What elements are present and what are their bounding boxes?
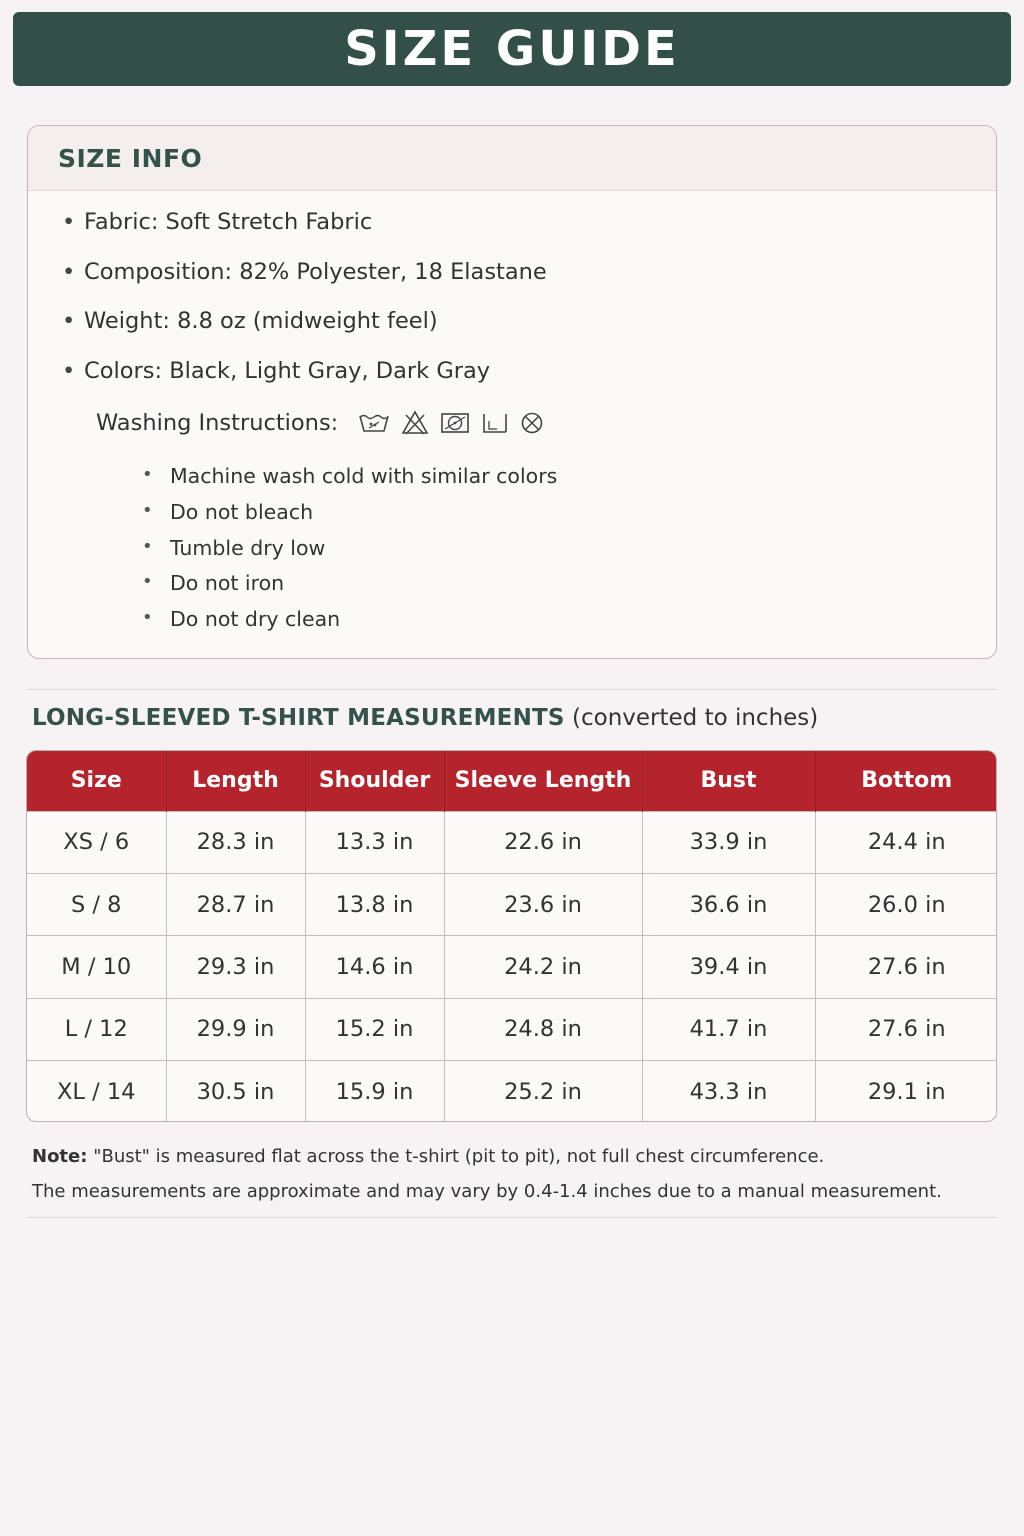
list-item: • Do not bleach (142, 500, 557, 536)
column-header-sleeve-length: Sleeve Length (444, 751, 642, 811)
list-item: • Do not iron (142, 571, 557, 607)
size-info-title: SIZE INFO (58, 143, 203, 173)
table-cell: 15.9 in (305, 1061, 444, 1122)
header-banner (13, 12, 1011, 86)
column-header-bottom: Bottom (815, 751, 997, 811)
note-text-1: "Bust" is measured flat across the t-shirt (pit to pit), not full chest circumference. (93, 1146, 825, 1167)
list-item: • Weight: 8.8 oz (midweight feel) (62, 308, 547, 358)
size-info-header (28, 126, 996, 191)
note-line-1 (32, 1139, 942, 1174)
table-cell: 15.2 in (305, 998, 444, 1060)
table-row (27, 936, 997, 998)
table-row (27, 811, 997, 873)
table-cell: 24.8 in (444, 998, 642, 1060)
measurements-heading (32, 705, 818, 731)
list-item: • Composition: 82% Polyester, 18 Elastane (62, 259, 547, 309)
table-cell: 13.8 in (305, 873, 444, 935)
table-cell: 27.6 in (815, 998, 997, 1060)
table-cell: 23.6 in (444, 873, 642, 935)
table-cell: 41.7 in (642, 998, 815, 1060)
page-title: SIZE GUIDE (344, 21, 680, 77)
note-line-2: The measurements are approximate and may vary by 0.4-1.4 inches due to a manual measurement. (32, 1181, 942, 1202)
table-cell: L / 12 (27, 998, 166, 1060)
table-cell: 24.2 in (444, 936, 642, 998)
table-cell: 13.3 in (305, 811, 444, 873)
bottom-divider (27, 1217, 997, 1218)
list-item: • Machine wash cold with similar colors (142, 464, 557, 500)
tumble-dry-low-icon (440, 412, 470, 434)
table-cell: 29.9 in (166, 998, 305, 1060)
column-header-shoulder: Shoulder (305, 751, 444, 811)
table-cell: 26.0 in (815, 873, 997, 935)
table-cell: 25.2 in (444, 1061, 642, 1122)
washing-label: Washing Instructions: (96, 410, 339, 436)
table-cell: 27.6 in (815, 936, 997, 998)
table-cell: 28.3 in (166, 811, 305, 873)
measurements-title: LONG-SLEEVED T-SHIRT MEASUREMENTS (32, 705, 565, 731)
column-header-bust: Bust (642, 751, 815, 811)
table-cell: 14.6 in (305, 936, 444, 998)
table-cell: S / 8 (27, 873, 166, 935)
column-header-size: Size (27, 751, 166, 811)
section-divider (27, 689, 997, 690)
table-cell: 29.3 in (166, 936, 305, 998)
measurements-subtitle: (converted to inches) (572, 705, 819, 731)
note-block (32, 1139, 942, 1209)
table-row (27, 998, 997, 1060)
table-cell: XS / 6 (27, 811, 166, 873)
size-info-card (27, 125, 997, 659)
table-cell: 24.4 in (815, 811, 997, 873)
note-label: Note: (32, 1146, 88, 1167)
list-item: • Tumble dry low (142, 536, 557, 572)
table-cell: 22.6 in (444, 811, 642, 873)
washing-icons (358, 410, 544, 436)
washing-instructions-list (142, 464, 557, 643)
table-cell: 30.5 in (166, 1061, 305, 1122)
table-cell: 28.7 in (166, 873, 305, 935)
column-header-length: Length (166, 751, 305, 811)
table-cell: 39.4 in (642, 936, 815, 998)
do-not-iron-icon (481, 411, 509, 435)
list-item: • Do not dry clean (142, 607, 557, 643)
table-cell: 36.6 in (642, 873, 815, 935)
measurements-table (26, 750, 997, 1122)
table-cell: M / 10 (27, 936, 166, 998)
table-cell: XL / 14 (27, 1061, 166, 1122)
table-cell: 43.3 in (642, 1061, 815, 1122)
list-item: • Colors: Black, Light Gray, Dark Gray (62, 358, 547, 408)
table-header-row (27, 751, 997, 811)
do-not-bleach-icon (401, 410, 429, 436)
list-item: • Fabric: Soft Stretch Fabric (62, 209, 547, 259)
washing-instructions-row (96, 410, 544, 436)
machine-wash-cold-icon (358, 412, 390, 434)
table-cell: 29.1 in (815, 1061, 997, 1122)
table-cell: 33.9 in (642, 811, 815, 873)
do-not-dry-clean-icon (520, 411, 544, 435)
table-row (27, 873, 997, 935)
size-info-list (62, 209, 547, 407)
table-row (27, 1061, 997, 1122)
